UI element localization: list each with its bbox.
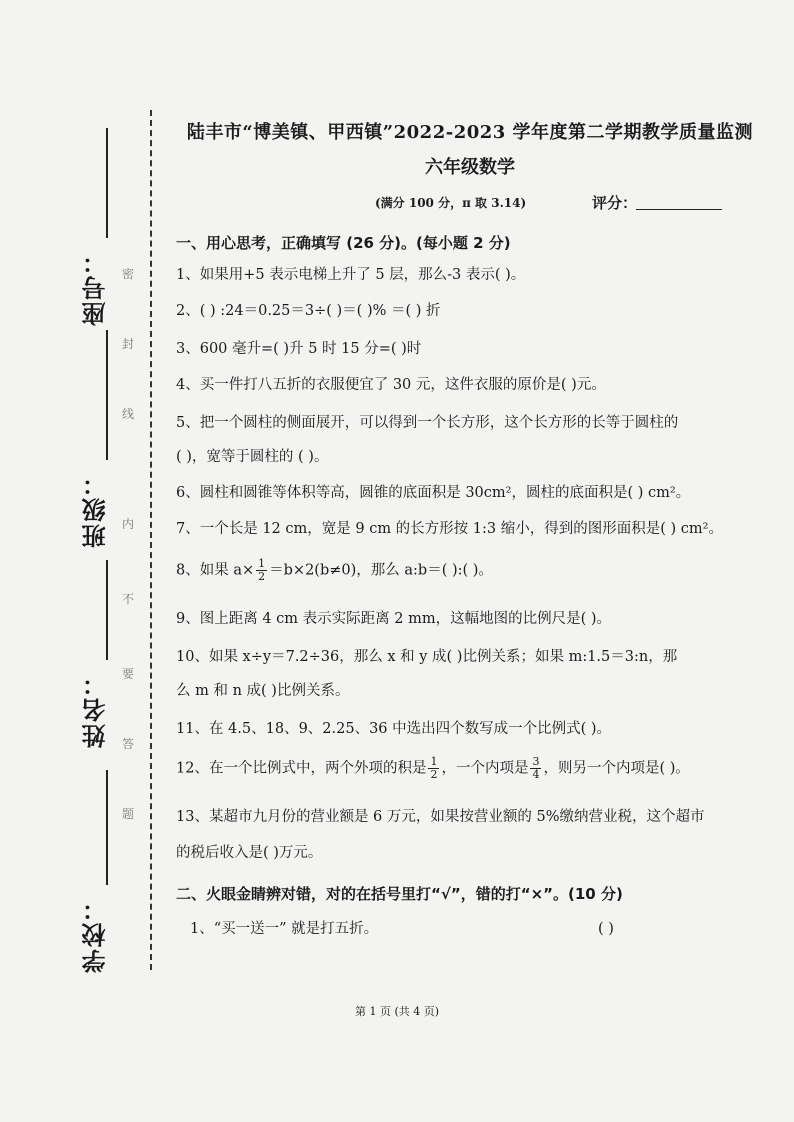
question-5-line-2: ( )，宽等于圆柱的 ( )。 — [176, 449, 329, 465]
school-line — [106, 770, 108, 885]
seat-label: 座号： — [82, 248, 110, 326]
question-11: 11、在 4.5、18、9、2.25、36 中选出四个数写成一个比例式( )。 — [176, 721, 612, 737]
seal-char: 封 — [122, 337, 135, 351]
fraction-three-quarters — [530, 756, 541, 781]
tf-answer-paren[interactable]: ( ) — [598, 921, 614, 937]
seal-char: 内 — [122, 517, 135, 531]
fraction-numerator: 3 — [532, 755, 540, 768]
tf-question-1: 1、“买一送一” 就是打五折。 — [190, 921, 379, 937]
question-5-line-1: 5、把一个圆柱的侧面展开，可以得到一个长方形，这个长方形的长等于圆柱的 — [176, 415, 679, 431]
question-12-middle: ，一个内项是 — [441, 760, 529, 777]
fraction-numerator: 1 — [258, 557, 266, 570]
fraction-denominator: 2 — [258, 570, 266, 583]
section-2-heading: 二、火眼金睛辨对错，对的在括号里打“√”，错的打“×”。(10 分) — [176, 885, 623, 903]
section-1-heading: 一、用心思考，正确填写 (26 分)。(每小题 2 分) — [176, 234, 511, 252]
question-6: 6、圆柱和圆锥等体积等高，圆锥的底面积是 30cm²，圆柱的底面积是( ) cm²。 — [176, 485, 691, 501]
page-footer: 第 1 页 (共 4 页) — [354, 1005, 440, 1018]
seal-char: 不 — [122, 592, 135, 606]
question-1: 1、如果用+5 表示电梯上升了 5 层，那么-3 表示( )。 — [176, 267, 526, 283]
fraction-denominator: 2 — [430, 768, 438, 781]
question-7: 7、一个长是 12 cm，宽是 9 cm 的长方形按 1:3 缩小，得到的图形面积是( ) cm²。 — [176, 521, 723, 537]
question-10-line-2: 么 m 和 n 成( )比例关系。 — [176, 683, 350, 699]
seal-char: 密 — [122, 267, 135, 281]
question-8-suffix: ＝b×2(b≠0)，那么 a:b＝( ):( )。 — [269, 562, 493, 579]
seal-char: 线 — [122, 407, 135, 421]
question-8-prefix: 8、如果 a× — [176, 562, 255, 579]
question-12 — [176, 756, 770, 781]
question-13-line-1: 13、某超市九月份的营业额是 6 万元，如果按营业额的 5%缴纳营业税，这个超市 — [176, 809, 705, 825]
score-blank[interactable] — [636, 209, 722, 210]
question-12-prefix: 12、在一个比例式中，两个外项的积是 — [176, 760, 427, 777]
seat-line — [106, 128, 108, 238]
question-9: 9、图上距离 4 cm 表示实际距离 2 mm，这幅地图的比例尺是( )。 — [176, 611, 612, 627]
question-12-suffix: ，则另一个内项是( )。 — [543, 760, 690, 777]
exam-subtitle: 六年级数学 — [425, 157, 515, 178]
fraction-one-half — [256, 558, 267, 583]
name-line — [106, 560, 108, 660]
name-label: 姓名： — [82, 670, 110, 748]
score-label: 评分： — [592, 194, 638, 212]
seal-char: 答 — [122, 737, 135, 751]
seal-char: 要 — [122, 667, 135, 681]
seal-char: 题 — [122, 807, 135, 821]
question-10-line-1: 10、如果 x÷y＝7.2÷36，那么 x 和 y 成( )比例关系；如果 m:1.5＝3:n，那 — [176, 649, 678, 665]
class-label: 班级： — [82, 470, 110, 548]
seal-dashed-line — [150, 110, 152, 970]
question-8 — [176, 558, 770, 583]
question-13-line-2: 的税后收入是( )万元。 — [176, 845, 323, 861]
exam-meta: (满分 100 分，π 取 3.14) — [375, 196, 527, 210]
school-label: 学校： — [82, 895, 110, 973]
question-4: 4、买一件打八五折的衣服便宜了 30 元，这件衣服的原价是( )元。 — [176, 377, 606, 393]
question-2: 2、( ) :24＝0.25＝3÷( )＝( )% ＝( ) 折 — [176, 303, 441, 319]
exam-title: 陆丰市“博美镇、甲西镇”2022-2023 学年度第二学期教学质量监测 — [186, 122, 754, 143]
fraction-numerator: 1 — [430, 755, 438, 768]
fraction-denominator: 4 — [532, 768, 540, 781]
question-3: 3、600 毫升=( )升 5 时 15 分=( )时 — [176, 341, 422, 357]
fraction-one-half — [428, 756, 439, 781]
class-line — [106, 330, 108, 460]
